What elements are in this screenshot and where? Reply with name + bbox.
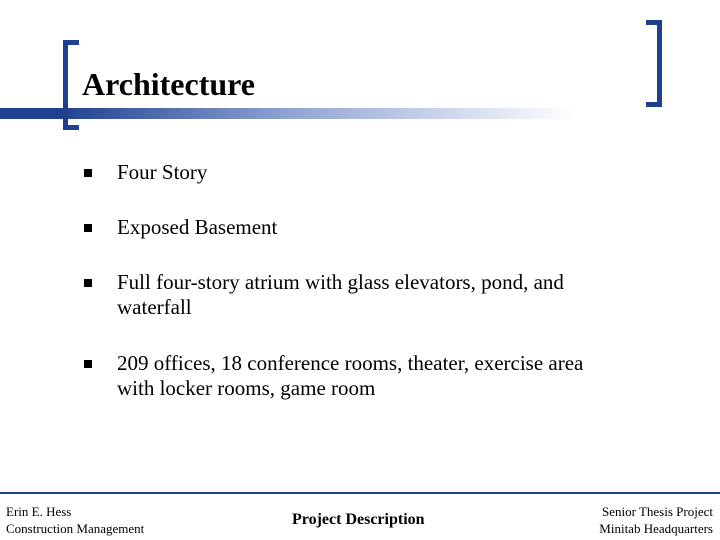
slide-title: Architecture [82,66,255,102]
bullet-square-icon [84,169,92,177]
footer-department: Construction Management [6,521,145,536]
bullet-square-icon [84,279,92,287]
title-band [0,108,720,119]
bullet-square-icon [84,224,92,232]
footer-author-block [6,503,144,537]
footer-project: Senior Thesis Project [602,504,713,519]
bullet-text-continuation: waterfall [117,295,192,319]
bullet-text: 209 offices, 18 conference rooms, theater, exercise area [117,351,584,375]
bullet-text: Full four-story atrium with glass elevators, pond, and [117,270,564,294]
footer-author: Erin E. Hess [6,504,72,519]
footer-building: Minitab Headquarters [599,521,713,536]
bullet-text: Four Story [117,160,208,184]
footer-section-title: Project Description [292,511,425,528]
footer-project-block [599,503,713,537]
footer-divider [0,492,720,494]
bullet-text: Exposed Basement [117,215,278,239]
bullet-text-continuation: with locker rooms, game room [117,376,376,400]
bullet-square-icon [84,360,92,368]
